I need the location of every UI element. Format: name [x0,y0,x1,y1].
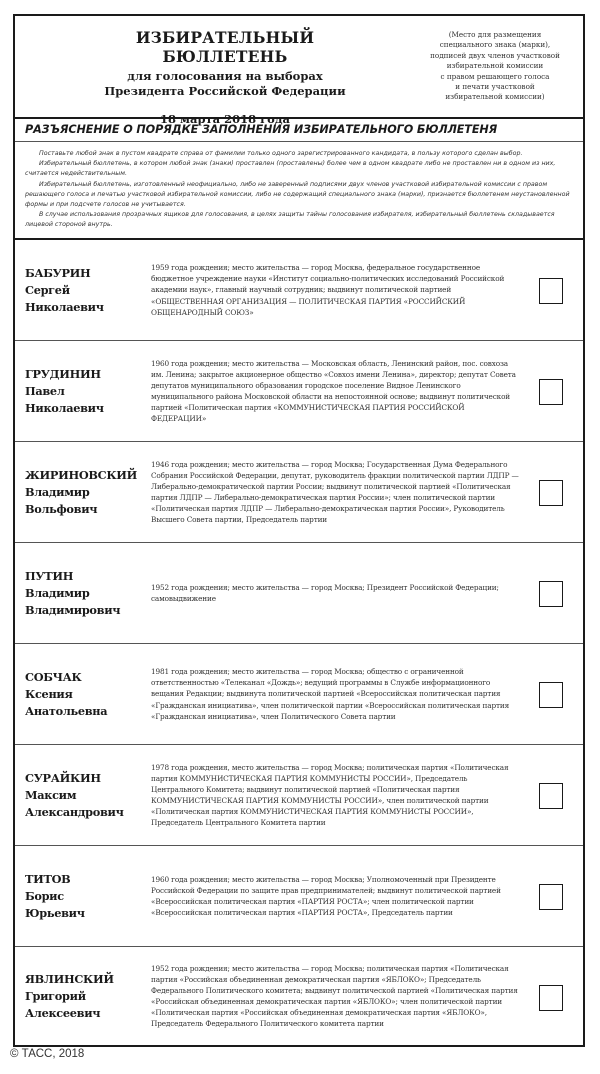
candidate-info [151,543,521,643]
candidate-info-text: 1952 года рождения; место жительства — город Москва; Президент Российской Федерации; самовыдвижение [151,582,499,603]
candidate-first-name: Ксения [25,686,73,701]
candidate-info-text: 1960 года рождения; место жительства — город Москва; Уполномоченный при Президенте Российской Федерации по защите прав предпринимателей; выдвинут политической партией «Всероссийская политическая партия «ПАРТИЯ РОСТА»; член политической партии «Всероссийская политическая партия «ПАРТИЯ РОСТА», Председатель партии [151,874,501,918]
candidate-surname: ГРУДИНИН [25,366,101,381]
vote-checkbox[interactable] [539,278,563,304]
candidate-info [151,745,521,845]
candidate-first-name: Сергей [25,282,70,297]
copyright-credit: © ТАСС, 2018 [10,1048,85,1060]
candidate-patronymic: Николаевич [25,400,104,415]
candidate-patronymic: Юрьевич [25,905,85,920]
candidate-surname: ЖИРИНОВСКИЙ [25,467,138,482]
candidate-row [15,846,583,947]
candidate-patronymic: Александрович [25,804,124,819]
vote-checkbox[interactable] [539,985,563,1011]
candidate-name [25,543,145,643]
candidate-name [25,947,145,1045]
instruction-paragraph: В случае использования прозрачных ящиков для голосования, в целях защиты тайны голосования избирателя, избирательный бюллетень складывается лицевой стороной внутрь. [25,211,555,229]
candidate-first-name: Владимир [25,484,90,499]
candidate-surname: СОБЧАК [25,669,82,684]
candidate-surname: БАБУРИН [25,265,91,280]
ballot-header [15,16,583,126]
candidate-first-name: Борис [25,888,64,903]
candidate-row [15,442,583,543]
candidate-info [151,341,521,441]
ballot-subtitle-1: для голосования на выборах [127,69,323,83]
ballot-title: ИЗБИРАТЕЛЬНЫЙ БЮЛЛЕТЕНЬ [135,28,315,66]
stamp-note-line: с правом решающего голоса [440,71,550,81]
candidate-surname: ПУТИН [25,568,74,583]
candidate-patronymic: Анатольевна [25,703,108,718]
stamp-placeholder-note [420,30,570,103]
candidate-info-text: 1946 года рождения; место жительства — город Москва; Государственная Дума Федерального Собрания Российской Федерации, депутат, руководитель фракции политической партии ЛДПР — Либерально-демократической партии России; выдвинут политической партией «Политическая партия ЛДПР — Либерально-демократическая партия России»; член политической партии «Политическая партия ЛДПР — Либерально-демократическая партия России», Руководитель Высшего Совета партии, Председатель партии [151,459,519,525]
candidate-info-text: 1960 года рождения; место жительства — Московская область, Ленинский район, пос. совхоза им. Ленина; закрытое акционерное общество «Совхоз имени Ленина», директор; депутат Совета депутатов муниципального образования городское поселение Видное Ленинского муниципального района Московской области на непостоянной основе; выдвинут политической партией «Политическая партия «КОММУНИСТИЧЕСКАЯ ПАРТИЯ РОССИЙСКОЙ ФЕДЕРАЦИИ» [151,358,516,424]
candidate-info [151,240,521,340]
candidate-row [15,745,583,846]
candidate-first-name: Максим [25,787,77,802]
candidate-first-name: Григорий [25,988,86,1003]
candidate-row [15,543,583,644]
election-date: 18 марта 2018 года [160,112,290,126]
candidate-name [25,341,145,441]
vote-checkbox[interactable] [539,581,563,607]
candidate-row [15,644,583,745]
candidate-row [15,240,583,341]
instruction-paragraph: Поставьте любой знак в пустом квадрате справа от фамилии только одного зарегистрированного кандидата, в пользу которого сделан выбор. [39,150,523,157]
stamp-note-line: избирательной комиссии [446,61,544,71]
candidate-patronymic: Алексеевич [25,1005,101,1020]
candidate-first-name: Павел [25,383,65,398]
candidate-patronymic: Владимирович [25,602,121,617]
candidate-name [25,240,145,340]
candidate-info [151,947,521,1045]
vote-checkbox[interactable] [539,379,563,405]
candidate-info-text: 1978 года рождения, место жительства — город Москва; политическая партия «Политическая партия КОММУНИСТИЧЕСКАЯ ПАРТИЯ КОММУНИСТЫ РОССИИ», Председатель Центрального Комитета; выдвинут политической партией «Политическая партия КОММУНИСТИЧЕСКАЯ ПАРТИЯ КОММУНИСТЫ РОССИИ», член политической партии «Политическая партия КОММУНИСТИЧЕСКАЯ ПАРТИЯ КОММУНИСТЫ РОССИИ», Председатель Центрального Комитета партии [151,762,509,828]
candidate-info [151,644,521,744]
candidate-name [25,745,145,845]
instructions-heading [15,119,583,142]
candidate-name [25,846,145,946]
candidate-surname: ЯВЛИНСКИЙ [25,971,114,986]
instruction-paragraph: Избирательный бюллетень, в котором любой знак (знаки) проставлен (проставлены) более чем в одном квадрате либо не проставлен ни в одном из них, считается недействительным. [25,160,556,178]
candidate-name [25,644,145,744]
vote-checkbox[interactable] [539,783,563,809]
vote-checkbox[interactable] [539,682,563,708]
ballot-title-block [75,28,375,126]
instructions-body [15,142,583,240]
candidate-surname: ТИТОВ [25,871,71,886]
stamp-note-line: и печати участковой [455,82,535,92]
candidate-info-text: 1959 года рождения; место жительства — город Москва, федеральное государственное бюджетное учреждение науки «Институт социально-политических исследований Российской академии наук», главный научный сотрудник; выдвинут политической партией «ОБЩЕСТВЕННАЯ ОРГАНИЗАЦИЯ — ПОЛИТИЧЕСКАЯ ПАРТИЯ «РОССИЙСКИЙ ОБЩЕНАРОДНЫЙ СОЮЗ» [151,263,505,317]
ballot [13,14,585,1047]
candidate-info-text: 1981 года рождения; место жительства — город Москва; общество с ограниченной ответственностью «Телеканал «Дождь»; ведущий программы в Службе информационного вещания Редакции; выдвинута политической партией «Всероссийская политическая партия «Гражданская инициатива», член политической партии «Всероссийская политическая партия «Гражданская инициатива», член Политического Совета партии [151,667,510,721]
candidate-info [151,442,521,542]
candidate-name [25,442,145,542]
ballot-subtitle-2: Президента Российской Федерации [104,84,346,98]
candidate-row [15,341,583,442]
instruction-paragraph: Избирательный бюллетень, изготовленный неофициально, либо не заверенный подписями двух членов участковой избирательной комиссии с правом решающего голоса и печатью участковой избирательной комиссии, либо не содержащий специального знака (марки), признается бюллетенем неустановленной формы и при подсчете голосов не учитывается. [25,180,570,209]
stamp-note-line: (Место для размещения [448,30,542,39]
stamp-note-line: подписей двух членов участковой [430,50,560,60]
candidate-patronymic: Вольфович [25,501,98,516]
vote-checkbox[interactable] [539,884,563,910]
candidate-list [15,240,583,1045]
candidate-first-name: Владимир [25,585,90,600]
stamp-note-line: избирательной комиссии) [445,92,545,102]
candidate-patronymic: Николаевич [25,299,104,314]
instructions-title: РАЗЪЯСНЕНИЕ О ПОРЯДКЕ ЗАПОЛНЕНИЯ ИЗБИРАТЕЛЬНОГО БЮЛЛЕТЕНЯ [25,123,498,136]
vote-checkbox[interactable] [539,480,563,506]
candidate-info-text: 1952 года рождения; место жительства — город Москва; политическая партия «Политическая партия «Российская объединенная демократическая партия «ЯБЛОКО»; Председатель Федерального Политического комитета; выдвинут политической партией «Политическая партия «Российская объединенная демократическая партия «ЯБЛОКО»; член политической партии «Политическая партия «Российская объединенная демократическая партия «ЯБЛОКО», Председатель Федерального Политического комитета партии [151,963,518,1029]
candidate-row [15,947,583,1045]
candidate-surname: СУРАЙКИН [25,770,101,785]
stamp-note-line: специального знака (марки), [439,40,551,50]
candidate-info [151,846,521,946]
